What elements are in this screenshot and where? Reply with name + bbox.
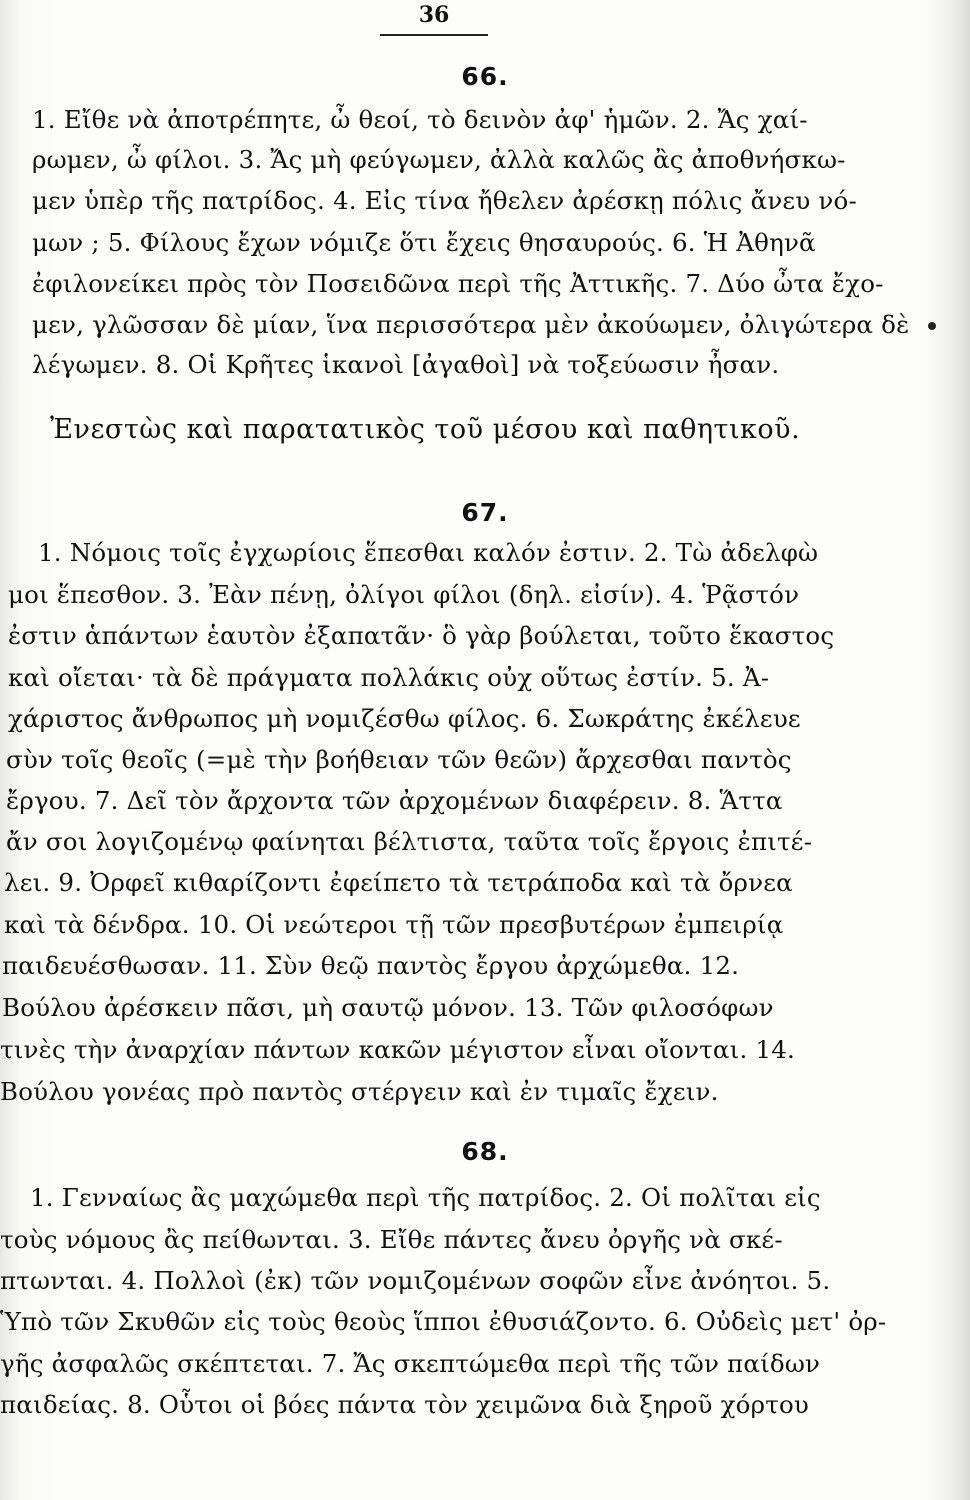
text-line: παιδείας. 8. Οὗτοι οἱ βόες πάντα τὸν χειμῶνα διὰ ξηροῦ χόρτου (0, 1390, 810, 1419)
text-line: μοι ἕπεσθον. 3. Ἐὰν πένῃ, ὀλίγοι φίλοι (δηλ. εἰσίν). 4. Ῥᾷστόν (8, 580, 800, 609)
page-number: 36 (418, 2, 450, 28)
section-heading-66: 66. (461, 62, 509, 91)
text-line: μεν ὑπὲρ τῆς πατρίδος. 4. Εἰς τίνα ἤθελεν ἀρέσκῃ πόλις ἄνευ νό- (32, 186, 857, 215)
section-heading-67: 67. (461, 498, 509, 527)
text-line: ἐφιλονείκει πρὸς τὸν Ποσειδῶνα περὶ τῆς Ἀττικῆς. 7. Δύο ὦτα ἔχο- (32, 269, 884, 298)
text-line: χάριστος ἄνθρωπος μὴ νομιζέσθω φίλος. 6. Σωκράτης ἐκέλευε (8, 704, 801, 733)
text-line: σὺν τοῖς θεοῖς (=μὲ τὴν βοήθειαν τῶν θεῶν) ἄρχεσθαι παντὸς (6, 745, 792, 774)
text-line: ρωμεν, ὦ φίλοι. 3. Ἄς μὴ φεύγωμεν, ἀλλὰ καλῶς ἂς ἀποθνήσκω- (32, 145, 846, 174)
text-line: 1. Γενναίως ἂς μαχώμεθα περὶ τῆς πατρίδος. 2. Οἱ πολῖται εἰς (30, 1183, 821, 1212)
text-line: Ὑπὸ τῶν Σκυθῶν εἰς τοὺς θεοὺς ἵπποι ἐθυσιάζοντο. 6. Οὐδεὶς μετ' ὀρ- (0, 1307, 887, 1336)
text-line: ἔργου. 7. Δεῖ τὸν ἄρχοντα τῶν ἀρχομένων διαφέρειν. 8. Ἅττα (6, 786, 783, 815)
margin-dot (928, 322, 936, 330)
section-subheading: Ἐνεστὼς καὶ παρατατικὸς τοῦ μέσου καὶ παθητικοῦ. (50, 414, 801, 445)
text-line: Βούλου γονέας πρὸ παντὸς στέργειν καὶ ἐν τιμαῖς ἔχειν. (0, 1077, 719, 1106)
text-line: γῆς ἀσφαλῶς σκέπτεται. 7. Ἄς σκεπτώμεθα περὶ τῆς τῶν παίδων (0, 1349, 821, 1378)
text-line: μων ; 5. Φίλους ἔχων νόμιζε ὅτι ἔχεις θησαυρούς. 6. Ἡ Ἀθηνᾶ (32, 228, 816, 257)
text-line: μεν, γλῶσσαν δὲ μίαν, ἵνα περισσότερα μὲν ἀκούωμεν, ὀλιγώτερα δὲ (32, 310, 910, 339)
text-line: 1. Νόμοις τοῖς ἐγχωρίοις ἕπεσθαι καλόν ἐστιν. 2. Τὼ ἀδελφὼ (38, 538, 819, 567)
text-line: καὶ τὰ δένδρα. 10. Οἱ νεώτεροι τῇ τῶν πρεσβυτέρων ἐμπειρίᾳ (4, 910, 784, 939)
text-line: τοὺς νόμους ἂς πείθωνται. 3. Εἴθε πάντες ἄνευ ὀργῆς νὰ σκέ- (0, 1225, 783, 1254)
text-line: λέγωμεν. 8. Οἱ Κρῆτες ἱκανοὶ [ἀγαθοὶ] νὰ τοξεύωσιν ἦσαν. (32, 350, 780, 379)
text-line: παιδευέσθωσαν. 11. Σὺν θεῷ παντὸς ἔργου ἀρχώμεθα. 12. (2, 951, 740, 980)
text-line: ἐστιν ἁπάντων ἑαυτὸν ἐξαπατᾶν· ὃ γὰρ βούλεται, τοῦτο ἕκαστος (8, 621, 835, 650)
text-line: καὶ οἴεται· τὰ δὲ πράγματα πολλάκις οὐχ οὕτως ἐστίν. 5. Ἀ- (8, 663, 770, 692)
text-line: λει. 9. Ὀρφεῖ κιθαρίζοντι ἐφείπετο τὰ τετράποδα καὶ τὰ ὄρνεα (4, 868, 793, 897)
text-line: τινὲς τὴν ἀναρχίαν πάντων κακῶν μέγιστον εἶναι οἴονται. 14. (0, 1035, 796, 1064)
text-line: πτωνται. 4. Πολλοὶ (ἐκ) τῶν νομιζομένων σοφῶν εἶνε ἀνόητοι. 5. (0, 1266, 831, 1295)
page-number-rule (380, 34, 488, 36)
text-line: Βούλου ἀρέσκειν πᾶσι, μὴ σαυτῷ μόνον. 13. Τῶν φιλοσόφων (2, 993, 774, 1022)
section-heading-68: 68. (461, 1137, 509, 1166)
text-line: 1. Εἴθε νὰ ἀποτρέπητε, ὦ θεοί, τὸ δεινὸν ἀφ' ἡμῶν. 2. Ἄς χαί- (32, 105, 808, 134)
text-line: ἄν σοι λογιζομένῳ φαίνηται βέλτιστα, ταῦτα τοῖς ἔργοις ἐπιτέ- (6, 827, 813, 856)
